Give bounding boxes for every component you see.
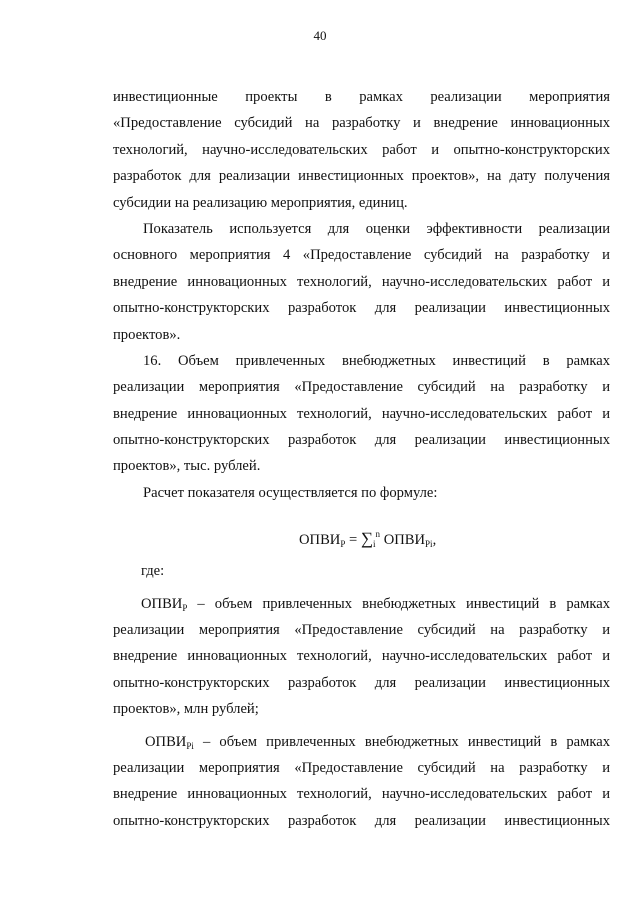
formula-tail: , (432, 532, 437, 549)
text-line: внедрение инновационных технологий, научно-исследовательских работ и (113, 786, 610, 803)
text-line: проектов», млн рублей; (113, 701, 259, 718)
sum-symbol: ∑ (360, 529, 374, 549)
text-line: реализации мероприятия «Предоставление субсидий на разработку и (113, 622, 610, 639)
formula-lhs-sub: Р (340, 539, 346, 550)
page-number: 40 (313, 28, 327, 43)
text-line: опытно-конструкторских разработок для реализации инвестиционных (113, 674, 610, 691)
paragraph-2 (113, 216, 610, 348)
definition-term-sub: Р (182, 602, 188, 613)
text-line (113, 729, 610, 755)
formula-rhs-sub: Рi (425, 539, 433, 550)
spacer (113, 506, 610, 526)
definition-opvi-p (113, 591, 610, 723)
definition-term: ОПВИ (145, 733, 187, 750)
formula-rhs: ОПВИ (380, 532, 426, 549)
text-line: разработок для реализации инвестиционных проектов», на дату получения (113, 168, 610, 185)
paragraph-1 (113, 84, 610, 216)
text-line: опытно-конструкторских разработок для реализации инвестиционных (113, 432, 610, 449)
formula-equals: = (345, 532, 361, 549)
document-body (113, 84, 610, 834)
text-line: основного мероприятия 4 «Предоставление субсидий на разработку и (113, 247, 610, 264)
formula (113, 526, 610, 552)
text-line: внедрение инновационных технологий, научно-исследовательских работ и (113, 648, 610, 665)
formula-lhs: ОПВИ (299, 532, 341, 549)
definition-text: – объем привлеченных внебюджетных инвестиций в рамках (193, 733, 610, 750)
text-line: Показатель используется для оценки эффективности реализации (143, 220, 610, 237)
text-line: реализации мероприятия «Предоставление субсидий на разработку и (113, 379, 610, 396)
formula-intro: Расчет показателя осуществляется по формуле: (143, 484, 438, 501)
text-line: внедрение инновационных технологий, научно-исследовательских работ и (113, 405, 610, 422)
text-line: технологий, научно-исследовательских работ и опытно-конструкторских (113, 141, 610, 158)
sum-lower-index: i (373, 539, 376, 550)
where-label: где: (141, 563, 165, 580)
text-line: опытно-конструкторских разработок для реализации инвестиционных (113, 812, 610, 829)
definition-term-sub: Рi (186, 740, 194, 751)
text-line: инвестиционные проекты в рамках реализации мероприятия (113, 89, 610, 105)
text-line: «Предоставление субсидий на разработку и внедрение инновационных (113, 115, 610, 132)
definition-text: – объем привлеченных внебюджетных инвестиций в рамках (187, 595, 610, 612)
text-line: проектов», тыс. рублей. (113, 458, 261, 475)
definition-opvi-pi (113, 729, 610, 835)
text-line: реализации мероприятия «Предоставление субсидий на разработку и (113, 759, 610, 776)
text-line (113, 591, 610, 617)
text-line: опытно-конструкторских разработок для реализации инвестиционных (113, 300, 610, 317)
text-line: 16. Объем привлеченных внебюджетных инвестиций в рамках (143, 352, 610, 369)
definition-term: ОПВИ (141, 595, 183, 612)
text-line: субсидии на реализацию мероприятия, единиц. (113, 194, 408, 211)
sum-upper-index: n (375, 529, 381, 540)
paragraph-16 (113, 348, 610, 480)
text-line: внедрение инновационных технологий, научно-исследовательских работ и (113, 273, 610, 290)
text-line: проектов». (113, 326, 181, 343)
